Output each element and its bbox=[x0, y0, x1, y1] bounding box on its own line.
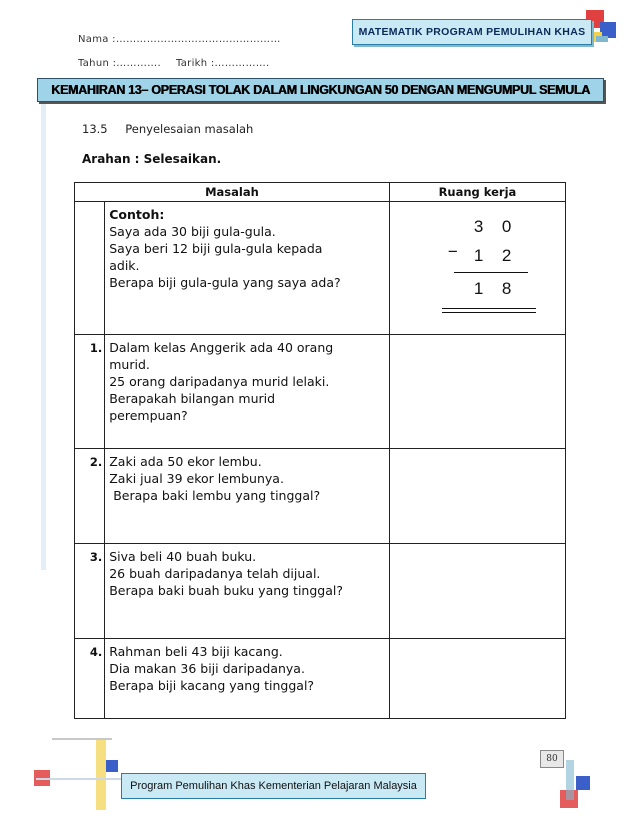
problem-line: 26 buah daripadanya telah dijual. bbox=[109, 566, 321, 581]
footer-text: Program Pemulihan Khas Kementerian Pelajaran Malaysia bbox=[130, 780, 417, 792]
problem-line: Siva beli 40 buah buku. bbox=[109, 549, 257, 564]
section-title: Penyelesaian masalah bbox=[125, 122, 254, 136]
calc-answer-tens: 1 bbox=[473, 279, 484, 298]
problem-row bbox=[75, 335, 566, 449]
calc-top-ones: 0 bbox=[501, 217, 512, 236]
example-number-cell bbox=[75, 202, 105, 335]
subject-badge bbox=[352, 19, 592, 45]
column-header-problem: Masalah bbox=[75, 183, 390, 202]
problem-text bbox=[105, 544, 390, 639]
worksheet-table bbox=[74, 182, 566, 719]
skill-title-bar bbox=[37, 78, 604, 102]
page-number: 80 bbox=[540, 750, 564, 768]
skill-title: KEMAHIRAN 13– OPERASI TOLAK DALAM LINGKUNGAN 50 DENGAN MENGUMPUL SEMULA bbox=[51, 83, 590, 97]
calc-minus-sign: − bbox=[447, 242, 458, 261]
calc-rule bbox=[454, 272, 528, 273]
answer-workspace[interactable] bbox=[389, 544, 565, 639]
example-line: Saya beri 12 biji gula-gula kepada bbox=[109, 241, 323, 256]
column-header-workspace: Ruang kerja bbox=[389, 183, 565, 202]
example-line: Saya ada 30 biji gula-gula. bbox=[109, 224, 276, 239]
table-header-row bbox=[75, 183, 566, 202]
problem-row bbox=[75, 544, 566, 639]
example-title: Contoh: bbox=[109, 207, 165, 222]
calc-answer-ones: 8 bbox=[501, 279, 512, 298]
problem-line: Berapa baki buah buku yang tinggal? bbox=[109, 583, 343, 598]
problem-line: Zaki ada 50 ekor lembu. bbox=[109, 454, 262, 469]
answer-workspace[interactable] bbox=[389, 335, 565, 449]
problem-text bbox=[105, 449, 390, 544]
calc-bottom-ones: 2 bbox=[501, 246, 512, 265]
calc-top-tens: 3 bbox=[473, 217, 484, 236]
problem-text bbox=[105, 335, 390, 449]
calc-double-rule bbox=[442, 308, 536, 313]
problem-line: Berapakah bilangan murid bbox=[109, 391, 276, 406]
tarikh-field: Tarikh :……………. bbox=[176, 58, 270, 69]
example-calculation bbox=[390, 202, 565, 328]
problem-line: Zaki jual 39 ekor lembunya. bbox=[109, 471, 284, 486]
problem-line: murid. bbox=[109, 357, 150, 372]
problem-number: 3. bbox=[75, 544, 105, 639]
example-workspace bbox=[389, 202, 565, 335]
footer-banner bbox=[121, 773, 426, 799]
problem-row bbox=[75, 449, 566, 544]
problem-line: Berapa biji kacang yang tinggal? bbox=[109, 678, 315, 693]
problem-text bbox=[105, 639, 390, 719]
subject-badge-label: MATEMATIK PROGRAM PEMULIHAN KHAS bbox=[358, 26, 586, 38]
problem-line: Rahman beli 43 biji kacang. bbox=[109, 644, 283, 659]
problem-line: perempuan? bbox=[109, 408, 188, 423]
section-heading bbox=[82, 122, 253, 136]
example-line: Berapa biji gula-gula yang saya ada? bbox=[109, 275, 341, 290]
problem-row bbox=[75, 639, 566, 719]
section-number: 13.5 bbox=[82, 122, 108, 136]
problem-line: Dia makan 36 biji daripadanya. bbox=[109, 661, 305, 676]
instruction: Arahan : Selesaikan. bbox=[82, 152, 222, 166]
example-row bbox=[75, 202, 566, 335]
answer-workspace[interactable] bbox=[389, 449, 565, 544]
answer-workspace[interactable] bbox=[389, 639, 565, 719]
example-problem bbox=[105, 202, 390, 335]
problem-line: Berapa baki lembu yang tinggal? bbox=[109, 488, 321, 503]
tahun-field: Tahun :…………. bbox=[78, 58, 161, 69]
problem-number: 2. bbox=[75, 449, 105, 544]
problem-line: Dalam kelas Anggerik ada 40 orang bbox=[109, 340, 334, 355]
calc-bottom-tens: 1 bbox=[473, 246, 484, 265]
problem-line: 25 orang daripadanya murid lelaki. bbox=[109, 374, 330, 389]
problem-number: 4. bbox=[75, 639, 105, 719]
problem-number: 1. bbox=[75, 335, 105, 449]
nama-field: Nama :………………………………………… bbox=[78, 34, 281, 45]
example-line: adik. bbox=[109, 258, 140, 273]
